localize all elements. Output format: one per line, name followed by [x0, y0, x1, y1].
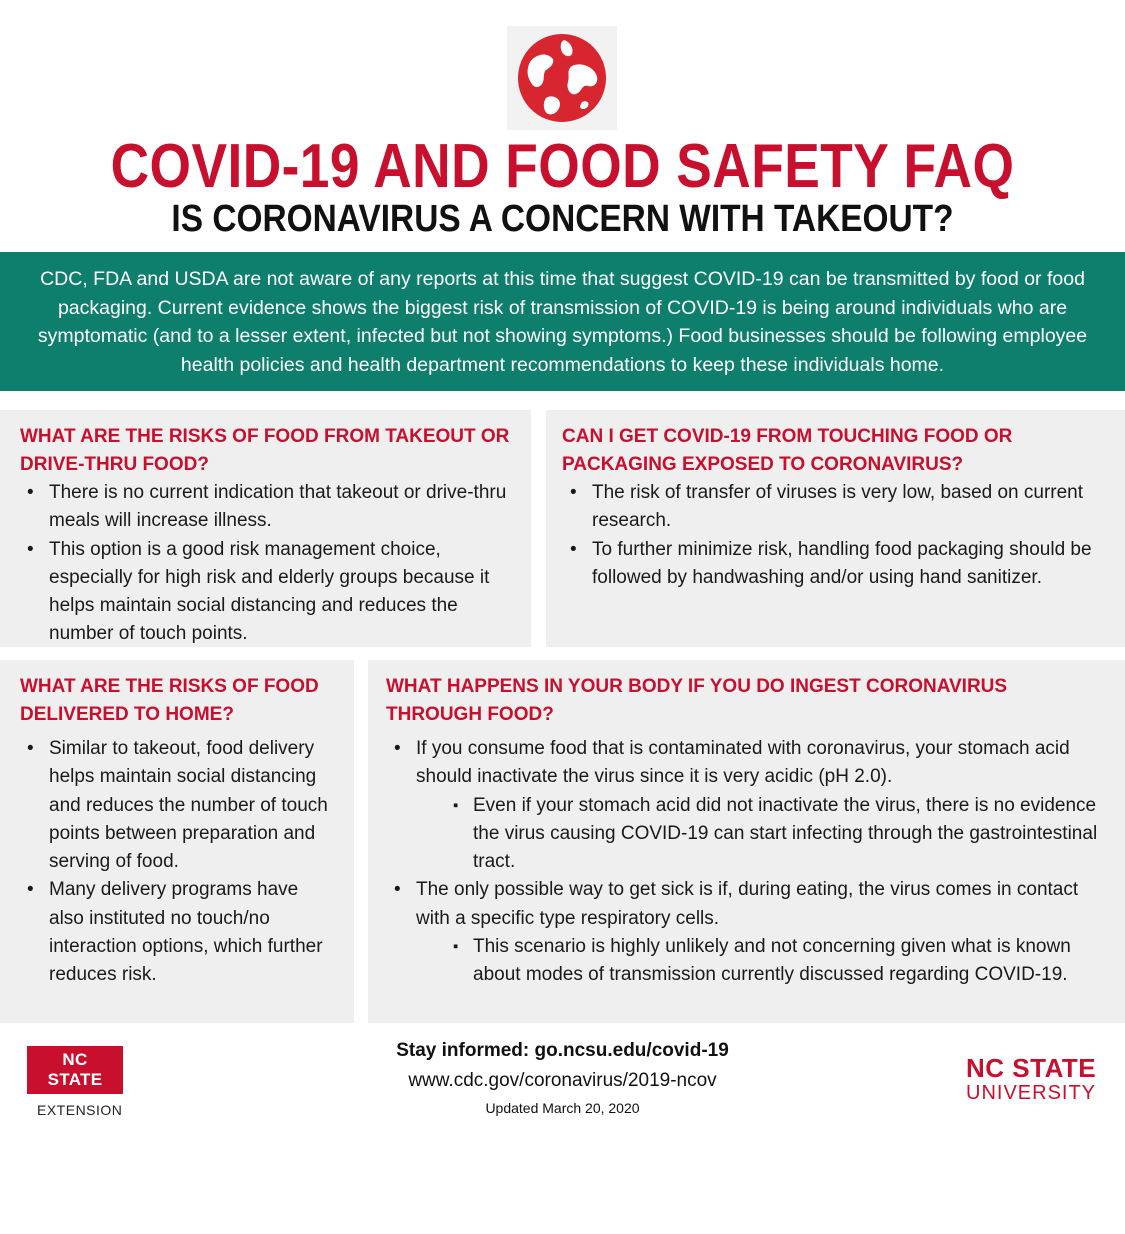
page-title: COVID-19 AND FOOD SAFETY FAQ [110, 132, 1015, 201]
faq-item: • To further minimize risk, handling food packaging should be followed by handwashing and/or using hand sanitizer. [592, 536, 1109, 593]
faq-heading: WHAT HAPPENS IN YOUR BODY IF YOU DO INGEST CORONAVIRUS THROUGH FOOD? [386, 676, 1008, 725]
cdc-link[interactable]: www.cdc.gov/coronavirus/2019-ncov [408, 1070, 717, 1091]
faq-card-delivery [0, 660, 354, 1023]
intro-banner [0, 252, 1125, 391]
stay-informed-link[interactable]: Stay informed: go.ncsu.edu/covid-19 [396, 1040, 729, 1061]
faq-list [592, 479, 1109, 592]
faq-heading: WHAT ARE THE RISKS OF FOOD DELIVERED TO HOME? [20, 676, 319, 725]
faq-heading: WHAT ARE THE RISKS OF FOOD FROM TAKEOUT OR DRIVE-THRU FOOD? [20, 426, 510, 475]
faq-item: • The only possible way to get sick is if, during eating, the virus comes in contact with a specific type respiratory cells. [416, 876, 1107, 933]
faq-item: • Many delivery programs have also instituted no touch/no interaction options, which further reduces risk. [49, 876, 334, 989]
faq-card-ingest [368, 660, 1125, 1023]
footer [0, 1038, 1125, 1118]
faq-item: • If you consume food that is contaminated with coronavirus, your stomach acid should inactivate the virus since it is very acidic (pH 2.0). [416, 735, 1107, 792]
faq-list [416, 735, 1107, 990]
faq-card-takeout [0, 410, 531, 647]
faq-card-packaging [546, 410, 1125, 647]
logo-wordmark: NC STATE [966, 1053, 1097, 1083]
intro-text: CDC, FDA and USDA are not aware of any reports at this time that suggest COVID-19 can be transmitted by food or food packaging. Current evidence shows the biggest risk of transmission of COVID-19 is being around individuals who are symptomatic (and to a lesser extent, infected but not showing symptoms.) Food businesses should be following employee health policies and health department recommendations to keep these individuals home. [37, 268, 1088, 376]
faq-heading: CAN I GET COVID-19 FROM TOUCHING FOOD OR PACKAGING EXPOSED TO CORONAVIRUS? [562, 426, 1013, 475]
faq-list [49, 735, 334, 990]
faq-item: • Similar to takeout, food delivery helps maintain social distancing and reduces the number of touch points between preparation and serving of food. [49, 735, 334, 876]
logo-wordmark: NC STATE [27, 1046, 123, 1094]
faq-subitem: ▪ This scenario is highly unlikely and not concerning given what is known about modes of transmission currently discussed regarding COVID-19. [473, 933, 1107, 990]
logo-subtext: EXTENSION [37, 1102, 123, 1118]
faq-item: • This option is a good risk management choice, especially for high risk and elderly groups because it helps maintain social distancing and reduces the number of touch points. [49, 536, 511, 649]
globe-logo [507, 26, 617, 130]
nc-state-university-logo [966, 1054, 1096, 1104]
globe-icon [516, 32, 608, 124]
faq-list [49, 479, 511, 649]
faq-subitem: ▪ Even if your stomach acid did not inactivate the virus, there is no evidence the virus causing COVID-19 can start infecting through the gastrointestinal tract. [473, 792, 1107, 877]
updated-date: Updated March 20, 2020 [485, 1100, 640, 1116]
page-subtitle: IS CORONAVIRUS A CONCERN WITH TAKEOUT? [171, 198, 954, 240]
faq-item: • There is no current indication that takeout or drive-thru meals will increase illness. [49, 479, 511, 536]
faq-item: • The risk of transfer of viruses is very low, based on current research. [592, 479, 1109, 536]
logo-subtext: UNIVERSITY [966, 1082, 1097, 1104]
